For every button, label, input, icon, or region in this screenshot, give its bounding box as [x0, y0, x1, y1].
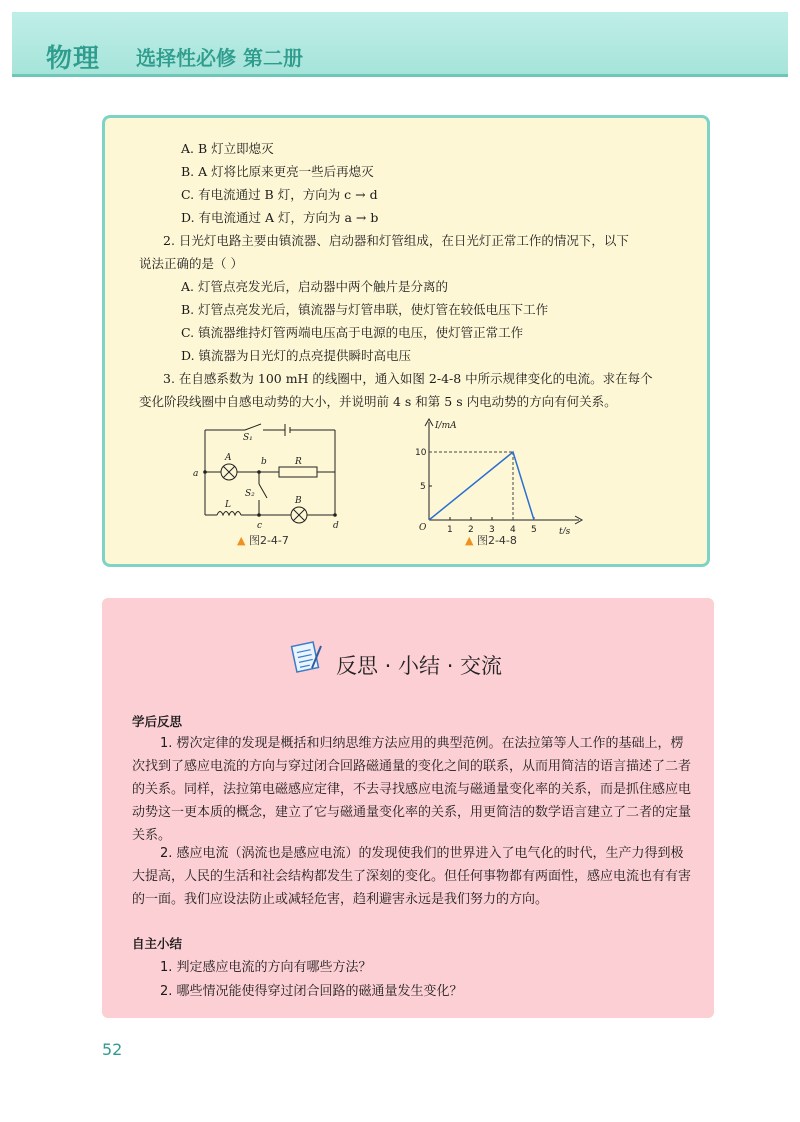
summary-item-2: 2. 哪些情况能使得穿过闭合回路的磁通量发生变化？: [160, 984, 463, 999]
triangle-icon: ▲: [237, 534, 246, 547]
notepad-icon: [288, 638, 324, 674]
chart-origin: O: [419, 523, 427, 533]
y-tick-label: 5: [420, 482, 426, 492]
fig2-caption: [465, 532, 517, 548]
chart-ylabel: I/mA: [435, 421, 457, 431]
x-tick-label: 3: [489, 525, 495, 534]
q2-choice-d: D. 镇流器为日光灯的点亮提供瞬时高电压: [181, 348, 412, 363]
section-after-study: 学后反思: [132, 714, 183, 729]
q1-choice-c: C. 有电流通过 B 灯，方向为 c → d: [181, 187, 378, 202]
q2-stem: 2. 日光灯电路主要由镇流器、启动器和灯管组成，在日光灯正常工作的情况下，以下: [163, 233, 629, 248]
triangle-icon: ▲: [465, 534, 474, 547]
page-number: 52: [102, 1040, 123, 1059]
fig1-caption-text: 图2-4-7: [248, 534, 289, 547]
label-c: c: [257, 521, 263, 531]
reflection-box: [102, 598, 714, 1018]
label-r: R: [295, 457, 302, 467]
label-s2: S₂: [245, 489, 255, 499]
x-tick-label: 1: [447, 525, 453, 534]
q2-choice-c: C. 镇流器维持灯管两端电压高于电源的电压，使灯管正常工作: [181, 325, 524, 340]
label-l: L: [225, 500, 231, 510]
reflection-title: 反思 · 小结 · 交流: [336, 654, 503, 678]
chart-xlabel: t/s: [559, 527, 571, 534]
q1-choice-a: A. B 灯立即熄灭: [181, 141, 274, 156]
x-tick-label: 2: [468, 525, 474, 534]
circuit-diagram: [187, 418, 347, 533]
q1-choice-b: B. A 灯将比原来更亮一些后再熄灭: [181, 164, 374, 179]
label-a: a: [193, 469, 199, 479]
current-time-chart: [409, 416, 589, 534]
q2-stem-cont: 说法正确的是（ ）: [139, 256, 243, 271]
q2-choice-a: A. 灯管点亮发光后，启动器中两个触片是分离的: [181, 279, 448, 294]
label-b: b: [261, 457, 267, 467]
page-header: [12, 12, 788, 77]
fig2-caption-text: 图2-4-8: [476, 534, 517, 547]
q3-stem: 3. 在自感系数为 100 mH 的线圈中，通入如图 2-4-8 中所示规律变化的电流。求在每个: [163, 371, 653, 386]
q3-stem-cont: 变化阶段线圈中自感电动势的大小，并说明前 4 s 和第 5 s 内电动势的方向有何关系。: [139, 394, 617, 409]
book-title: 选择性必修 第二册: [136, 46, 303, 70]
x-tick-label: 5: [531, 525, 537, 534]
section-self-summary: 自主小结: [132, 936, 183, 951]
series-line: [429, 452, 534, 520]
exercise-box: [102, 115, 710, 567]
label-d: d: [333, 521, 339, 531]
label-lamp-b: B: [295, 496, 302, 506]
subject-title: 物理: [46, 44, 101, 74]
reflection-para-2: 2. 感应电流（涡流也是感应电流）的发现使我们的世界进入了电气化的时代，生产力得到极大提高，人民的生活和社会结构都发生了深刻的变化。但任何事物都有两面性，感应电流也有有害的一面。我们应设法防止或减轻危害，趋利避害永远是我们努力的方向。: [132, 846, 692, 907]
summary-item-1: 1. 判定感应电流的方向有哪些方法？: [160, 960, 372, 975]
label-s1: S₁: [243, 433, 253, 443]
fig1-caption: [237, 532, 289, 548]
label-lamp-a: A: [225, 453, 232, 463]
q1-choice-d: D. 有电流通过 A 灯，方向为 a → b: [181, 210, 379, 225]
y-tick-label: 10: [415, 448, 427, 458]
reflection-para-1: 1. 楞次定律的发现是概括和归纳思维方法应用的典型范例。在法拉第等人工作的基础上，楞次找到了感应电流的方向与穿过闭合回路磁通量的变化之间的联系，从而用简洁的语言描述了二者的关系。同样，法拉第电磁感应定律，不去寻找感应电流与磁通量变化率的关系，而是抓住感应电动势这一更本质的概念，建立了它与磁通量变化率的关系，用更简洁的数学语言建立了二者的定量关系。: [132, 736, 692, 843]
x-tick-label: 4: [510, 525, 516, 534]
q2-choice-b: B. 灯管点亮发光后，镇流器与灯管串联，使灯管在较低电压下工作: [181, 302, 549, 317]
